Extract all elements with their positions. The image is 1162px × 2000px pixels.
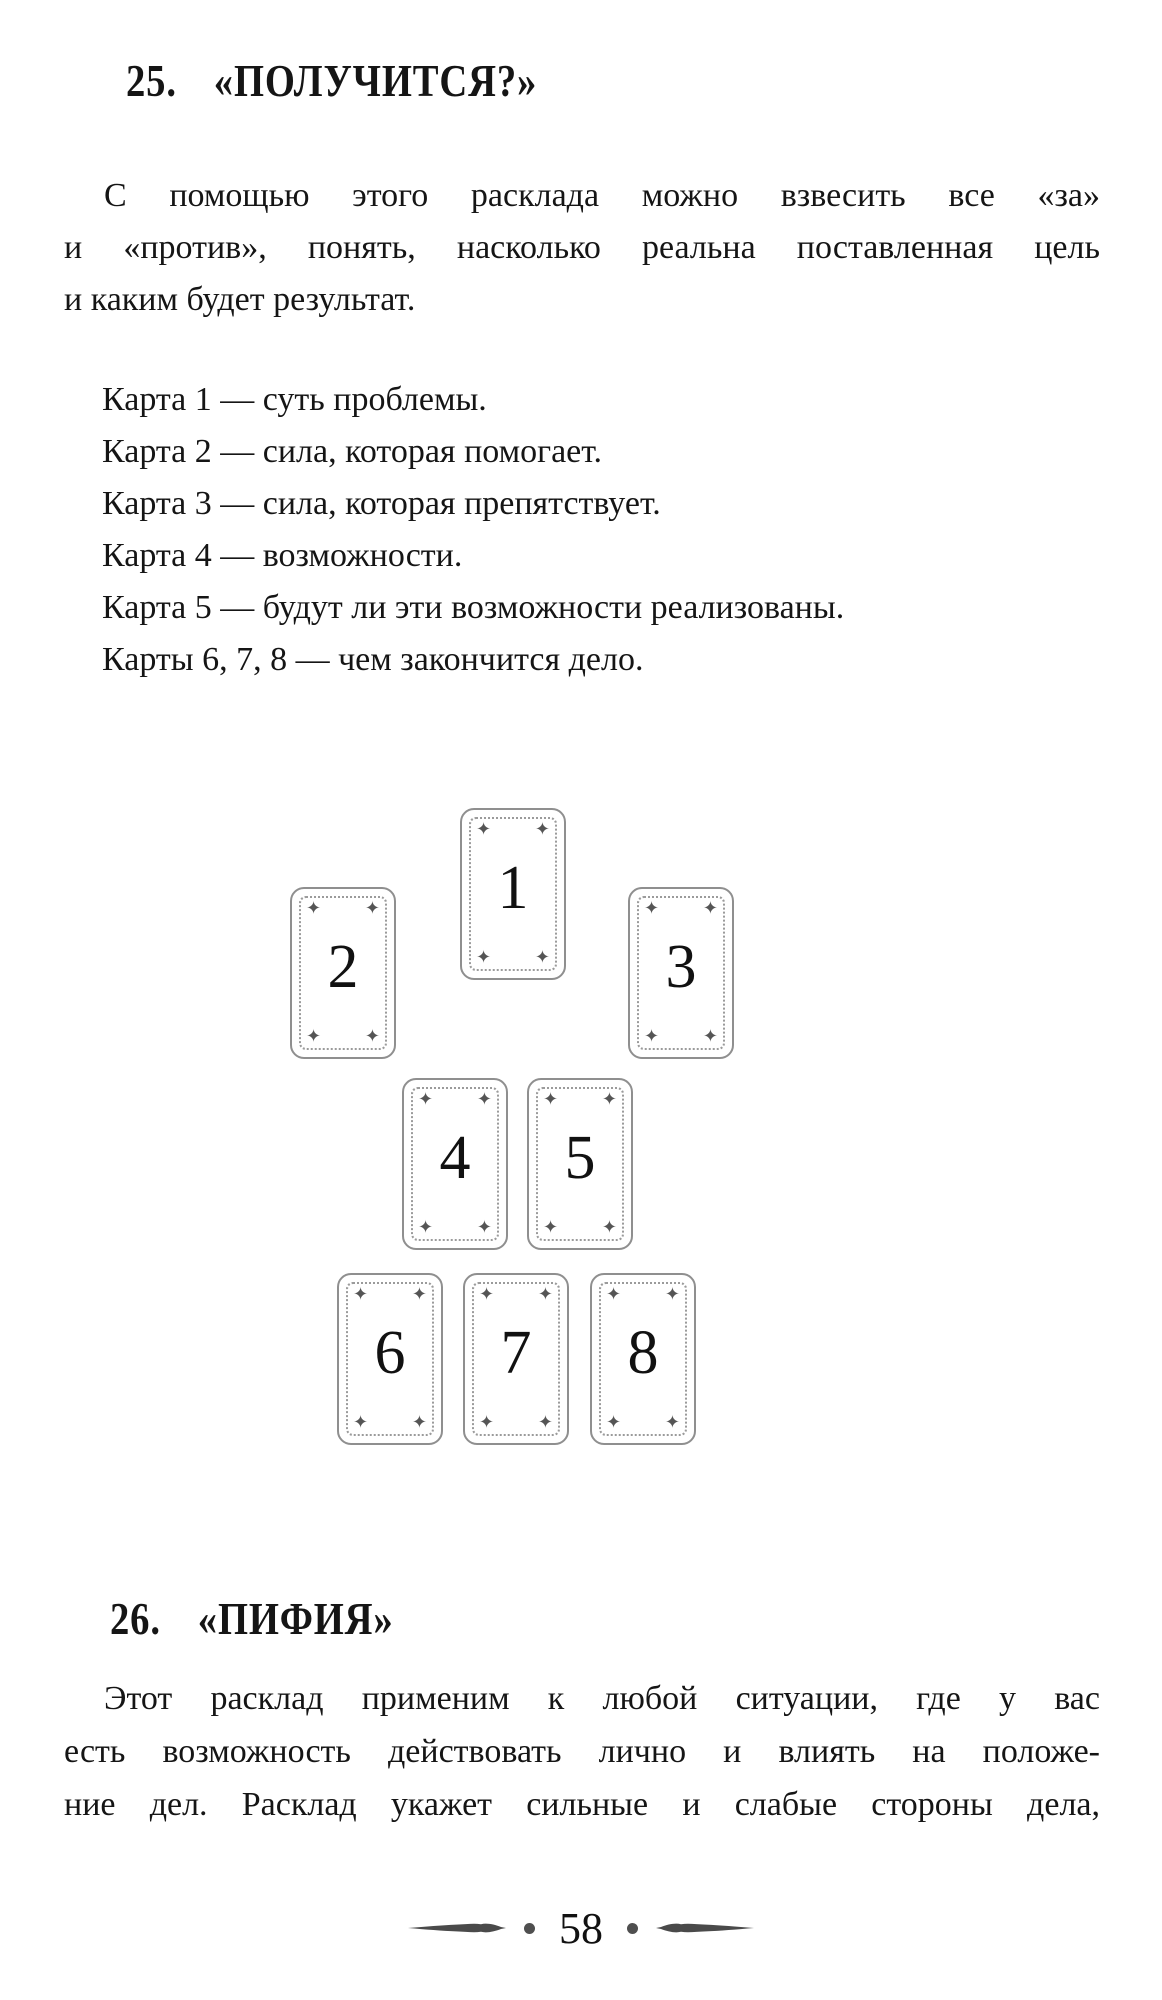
footer-dot-icon	[627, 1923, 638, 1934]
card-meaning-item: Карта 1 — суть проблемы.	[102, 381, 487, 418]
spread-card-3	[628, 887, 734, 1059]
card-dotted-border	[299, 896, 387, 1050]
four-pointed-star-icon: ✦	[476, 1089, 492, 1110]
section-25-title: «ПОЛУЧИТСЯ?»	[213, 55, 538, 106]
spread-card-2	[290, 887, 396, 1059]
four-pointed-star-icon: ✦	[664, 1284, 680, 1305]
four-pointed-star-icon: ✦	[644, 898, 660, 919]
card-dotted-border	[637, 896, 725, 1050]
card-meaning-item: Карта 5 — будут ли эти возможности реализованы.	[102, 589, 845, 626]
four-pointed-star-icon: ✦	[543, 1217, 559, 1238]
spread-card-8	[590, 1273, 696, 1445]
four-pointed-star-icon: ✦	[601, 1217, 617, 1238]
card-dotted-border	[346, 1282, 434, 1436]
spread-card-6	[337, 1273, 443, 1445]
four-pointed-star-icon: ✦	[644, 1026, 660, 1047]
card-number: 1	[497, 853, 529, 922]
card-dotted-border	[469, 817, 557, 971]
spread-card-7	[463, 1273, 569, 1445]
four-pointed-star-icon: ✦	[364, 898, 380, 919]
four-pointed-star-icon: ✦	[411, 1412, 427, 1433]
page-number: 58	[559, 1903, 603, 1953]
four-pointed-star-icon: ✦	[306, 898, 322, 919]
section-25-intro	[64, 170, 1100, 326]
section-26-title: «ПИФИЯ»	[197, 1593, 394, 1644]
footer-dot-icon	[524, 1923, 535, 1934]
four-pointed-star-icon: ✦	[702, 898, 718, 919]
four-pointed-star-icon: ✦	[479, 1412, 495, 1433]
footer-ornament-left-icon	[408, 1921, 508, 1935]
body-line: есть возможность действовать лично и влиять на положе-	[64, 1733, 1100, 1770]
four-pointed-star-icon: ✦	[664, 1412, 680, 1433]
four-pointed-star-icon: ✦	[306, 1026, 322, 1047]
card-meaning-item: Карта 3 — сила, которая препятствует.	[102, 485, 661, 522]
card-dotted-border	[411, 1087, 499, 1241]
four-pointed-star-icon: ✦	[353, 1412, 369, 1433]
four-pointed-star-icon: ✦	[411, 1284, 427, 1305]
four-pointed-star-icon: ✦	[537, 1412, 553, 1433]
spread-card-1	[460, 808, 566, 980]
four-pointed-star-icon: ✦	[601, 1089, 617, 1110]
intro-line: и каким будет результат.	[64, 281, 416, 318]
four-pointed-star-icon: ✦	[543, 1089, 559, 1110]
four-pointed-star-icon: ✦	[537, 1284, 553, 1305]
intro-line: и «против», понять, насколько реальна поставленная цель	[64, 229, 1100, 266]
intro-line: С помощью этого расклада можно взвесить все «за»	[104, 177, 1100, 214]
four-pointed-star-icon: ✦	[606, 1284, 622, 1305]
spread-card-4	[402, 1078, 508, 1250]
body-line: Этот расклад применим к любой ситуации, где у вас	[104, 1680, 1100, 1717]
page-footer	[0, 1902, 1162, 1954]
four-pointed-star-icon: ✦	[364, 1026, 380, 1047]
card-number: 3	[665, 932, 697, 1001]
section-26-heading	[110, 1593, 448, 1644]
card-number: 6	[374, 1318, 406, 1387]
body-line: ние дел. Расклад укажет сильные и слабые стороны дела,	[64, 1786, 1100, 1823]
four-pointed-star-icon: ✦	[476, 1217, 492, 1238]
four-pointed-star-icon: ✦	[479, 1284, 495, 1305]
card-number: 5	[564, 1123, 596, 1192]
four-pointed-star-icon: ✦	[534, 819, 550, 840]
four-pointed-star-icon: ✦	[418, 1089, 434, 1110]
section-25-heading	[126, 55, 615, 106]
card-dotted-border	[599, 1282, 687, 1436]
card-meaning-item: Карта 2 — сила, которая помогает.	[102, 433, 603, 470]
four-pointed-star-icon: ✦	[418, 1217, 434, 1238]
card-meaning-item: Карта 4 — возможности.	[102, 537, 463, 574]
card-dotted-border	[536, 1087, 624, 1241]
card-meaning-item: Карты 6, 7, 8 — чем закончится дело.	[102, 641, 644, 678]
four-pointed-star-icon: ✦	[606, 1412, 622, 1433]
four-pointed-star-icon: ✦	[476, 947, 492, 968]
footer-ornament-right-icon	[654, 1921, 754, 1935]
section-25-number: 25.	[126, 55, 177, 106]
section-26-number: 26.	[110, 1593, 161, 1644]
card-meanings-list	[102, 374, 844, 686]
spread-card-5	[527, 1078, 633, 1250]
four-pointed-star-icon: ✦	[534, 947, 550, 968]
card-number: 4	[439, 1123, 471, 1192]
four-pointed-star-icon: ✦	[702, 1026, 718, 1047]
four-pointed-star-icon: ✦	[353, 1284, 369, 1305]
section-26-body	[64, 1672, 1100, 1831]
card-number: 2	[327, 932, 359, 1001]
card-dotted-border	[472, 1282, 560, 1436]
card-number: 7	[500, 1318, 532, 1387]
four-pointed-star-icon: ✦	[476, 819, 492, 840]
card-number: 8	[627, 1318, 659, 1387]
